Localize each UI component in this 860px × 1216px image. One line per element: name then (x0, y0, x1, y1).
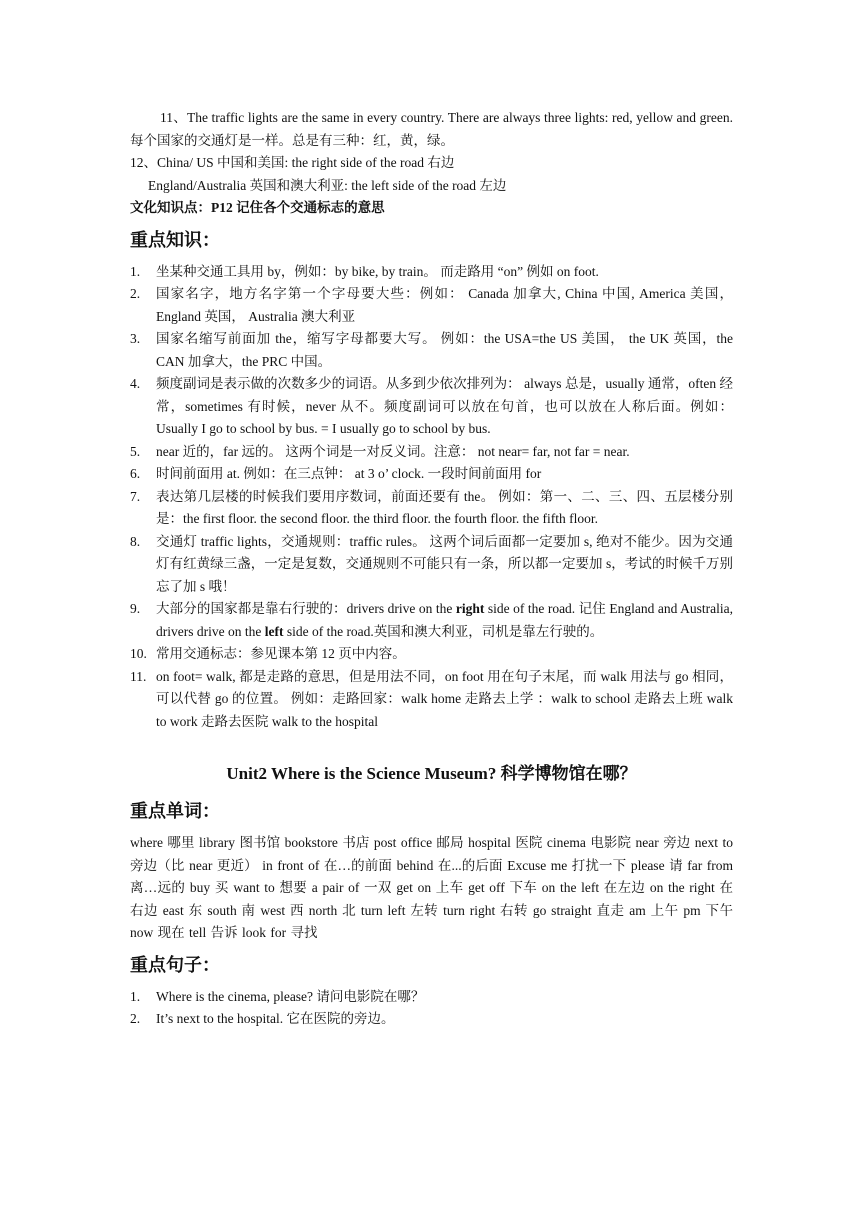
list-text: 交通灯 traffic lights，交通规则：traffic rules。 这两个词后面都一定要加 s, 绝对不能少。因为交通灯有红黄绿三盏，一定是复数，交通规则不可能只有一条，所以都一定要加 s，考试的时候千万别忘了加 s 哦！ (156, 533, 733, 594)
bold-word-left: left (264, 623, 284, 639)
list-text: 频度副词是表示做的次数多少的词语。从多到少依次排列为： always 总是，usually 通常，often 经常，sometimes 有时候，never 从不。频度副词可以放在句首，也可以放在人称后面。例如：Usually I go to school by bus. = I usually go to school by bus. (156, 376, 733, 436)
list-text: 常用交通标志：参见课本第 12 页中内容。 (156, 646, 406, 661)
list-number: 3. (130, 331, 141, 346)
list-text: on foot= walk, 都是走路的意思，但是用法不同，on foot 用在句子末尾，而 walk 用法与 go 相同，可以代替 go 的位置。 例如：走路回家：walk home 走路去上学 ：walk to school 走路去上班 walk to work 走路去医院 walk to the hospital (156, 668, 733, 729)
list-item (130, 486, 733, 531)
list-text: 表达第几层楼的时候我们要用序数词，前面还要有 the。 例如：第一、二、三、四、五层楼分别是：the first floor. the second floor. the third floor. the fourth floor. the fifth floor. (156, 488, 733, 526)
intro-line-11: 11、The traffic lights are the same in every country. There are always three lights: red, yellow and green. 每个国家的交通灯是一样。总是有三种：红，黄，绿。 (130, 110, 733, 148)
list-item (130, 328, 733, 373)
list-text: 大部分的国家都是靠右行驶的：drivers drive on the (156, 601, 456, 616)
list-item (130, 666, 733, 734)
list-text: 坐某种交通工具用 by，例如：by bike, by train。 而走路用 “on” 例如 on foot. (156, 263, 599, 279)
list-item (130, 1008, 733, 1031)
list-number: 10. (130, 646, 147, 661)
list-item (130, 261, 733, 284)
list-number: 4. (130, 376, 141, 391)
list-number: 2. (130, 1011, 141, 1026)
list-item (130, 643, 733, 666)
vocabulary-paragraph: where 哪里 library 图书馆 bookstore 书店 post office 邮局 hospital 医院 cinema 电影院 near 旁边 next to 旁边（比 near 更近） in front of 在…的前面 behind 在...的后面 Excuse me 打扰一下 please 请 far from 离…远的 buy 买 want to 想要 a pair of 一双 get on 上车 get off 下车 on the left 在左边 on the right 在右边 east 东 south 南 west 西 north 北 turn left 左转 turn right 右转 go straight 直走 am 上午 pm 下午 now 现在 tell 告诉 look for 寻找 (130, 835, 733, 940)
intro-line-12b: England/Australia 英国和澳大利亚: the left side of the road 左边 (148, 177, 507, 193)
list-text: 国家名字，地方名字第一个字母要大些：例如： Canada 加拿大, China 中国, America 美国， England 英国， Australia 澳大利亚 (156, 286, 733, 324)
document-content (130, 107, 733, 1031)
list-number: 6. (130, 466, 141, 481)
list-text: side of the road. 记住 England and Australia, drivers drive on the (156, 601, 733, 639)
list-number: 7. (130, 488, 141, 504)
list-item (130, 986, 733, 1009)
list-text: 时间前面用 at. 例如：在三点钟： at 3 o’ clock. 一段时间前面用 for (156, 466, 542, 481)
list-number: 1. (130, 263, 141, 279)
list-text: side of the road.英国和澳大利亚，司机是靠左行驶的。 (283, 623, 604, 639)
unit-title: Unit2 Where is the Science Museum? 科学博物馆在哪？ (226, 764, 637, 783)
list-item (130, 283, 733, 328)
list-number: 5. (130, 443, 141, 459)
list-item (130, 373, 733, 441)
culture-note: 文化知识点：P12 记住各个交通标志的意思 (130, 200, 385, 215)
intro-line-12: 12、China/ US 中国和美国: the right side of the road 右边 (130, 155, 455, 170)
bold-word-right: right (455, 601, 485, 616)
section-heading-sentences: 重点句子： (130, 954, 220, 976)
list-text: 国家名缩写前面加 the，缩写字母都要大写。 例如：the USA=the US 美国， the UK 英国，the CAN 加拿大，the PRC 中国。 (156, 331, 733, 369)
list-item (130, 441, 733, 464)
list-number: 8. (130, 533, 141, 549)
section-heading-knowledge: 重点知识： (130, 229, 220, 251)
list-item (130, 531, 733, 599)
sentence-list (130, 986, 733, 1031)
list-number: 9. (130, 601, 141, 616)
list-number: 2. (130, 286, 141, 301)
section-heading-vocabulary: 重点单词： (130, 801, 220, 822)
list-number: 11. (130, 668, 147, 684)
list-item (130, 598, 733, 643)
list-number: 1. (130, 988, 141, 1004)
list-text: It’s next to the hospital. 它在医院的旁边。 (156, 1011, 395, 1026)
list-item (130, 463, 733, 486)
list-text: Where is the cinema, please? 请问电影院在哪？ (156, 988, 425, 1004)
knowledge-list (130, 261, 733, 734)
list-text: near 近的，far 远的。 这两个词是一对反义词。注意： not near= far, not far = near. (156, 443, 630, 459)
